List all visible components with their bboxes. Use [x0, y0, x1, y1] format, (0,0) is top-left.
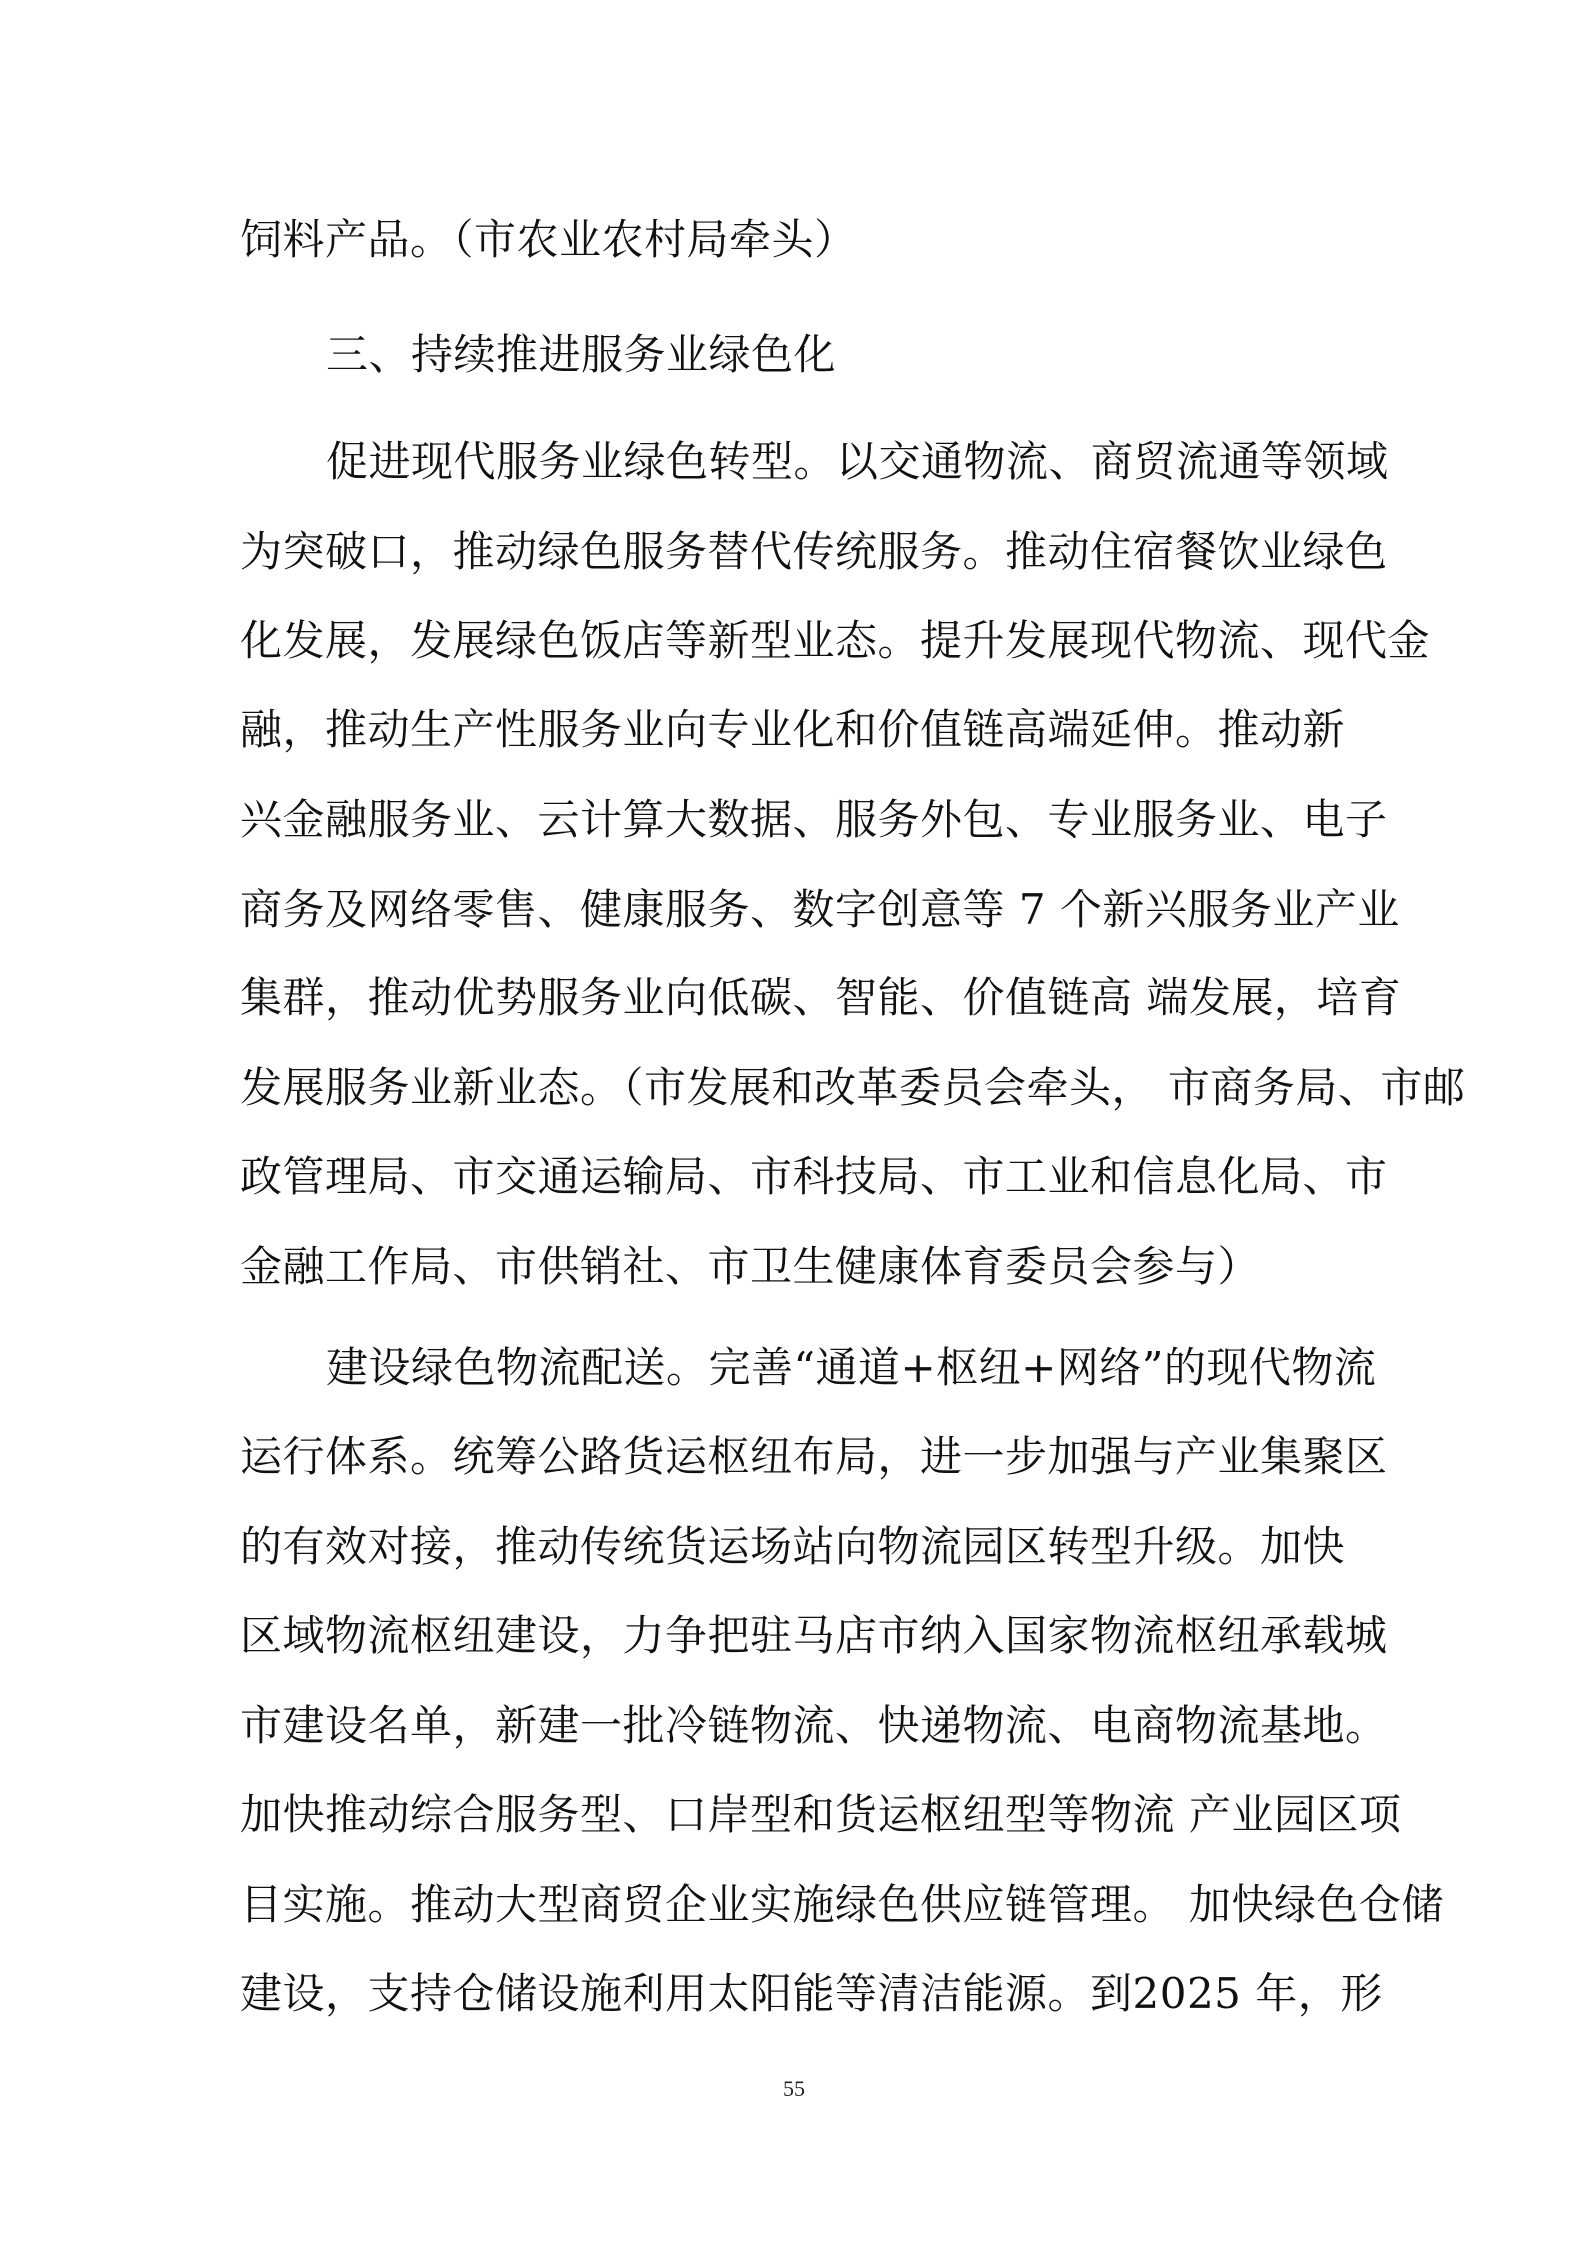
text-line-17: 市建设名单，新建一批冷链物流、快递物流、电商物流基地。 [240, 1701, 1388, 1750]
text-line-5: 化发展，发展绿色饭店等新型业态。提升发展现代物流、现代金 [240, 616, 1431, 665]
text-line-7: 兴金融服务业、云计算大数据、服务外包、专业服务业、电子 [240, 795, 1388, 844]
text-line-10: 发展服务业新业态。（市发展和改革委员会牵头， 市商务局、市邮 [240, 1063, 1466, 1112]
text-line-12: 金融工作局、市供销社、市卫生健康体育委员会参与） [240, 1242, 1261, 1291]
section-heading: 三、持续推进服务业绿色化 [326, 330, 837, 379]
text-line-16: 区域物流枢纽建设，力争把驻马店市纳入国家物流枢纽承载城 [240, 1611, 1388, 1660]
text-line-4: 为突破口，推动绿色服务替代传统服务。推动住宿餐饮业绿色 [240, 527, 1388, 576]
text-line-8: 商务及网络零售、健康服务、数字创意等 7 个新兴服务业产业 [240, 885, 1400, 934]
text-line-19: 目实施。推动大型商贸企业实施绿色供应链管理。 加快绿色仓储 [240, 1880, 1444, 1929]
text-line-13: 建设绿色物流配送。完善“通道+枢纽+网络”的现代物流 [326, 1343, 1377, 1392]
text-line-1: 饲料产品。（市农业农村局牵头） [240, 215, 857, 264]
text-line-9: 集群，推动优势服务业向低碳、智能、价值链高 端发展，培育 [240, 973, 1402, 1022]
text-line-14: 运行体系。统筹公路货运枢纽布局，进一步加强与产业集聚区 [240, 1432, 1388, 1481]
text-line-6: 融，推动生产性服务业向专业化和价值链高端延伸。推动新 [240, 705, 1346, 754]
page-number: 55 [783, 2076, 805, 2101]
text-line-11: 政管理局、市交通运输局、市科技局、市工业和信息化局、市 [240, 1152, 1388, 1201]
text-line-15: 的有效对接，推动传统货运场站向物流园区转型升级。加快 [240, 1522, 1346, 1571]
text-line-20: 建设，支持仓储设施利用太阳能等清洁能源。到2025 年，形 [240, 1969, 1383, 2018]
text-line-18: 加快推动综合服务型、口岸型和货运枢纽型等物流 产业园区项 [240, 1790, 1402, 1839]
text-line-3: 促进现代服务业绿色转型。以交通物流、商贸流通等领域 [326, 437, 1389, 486]
